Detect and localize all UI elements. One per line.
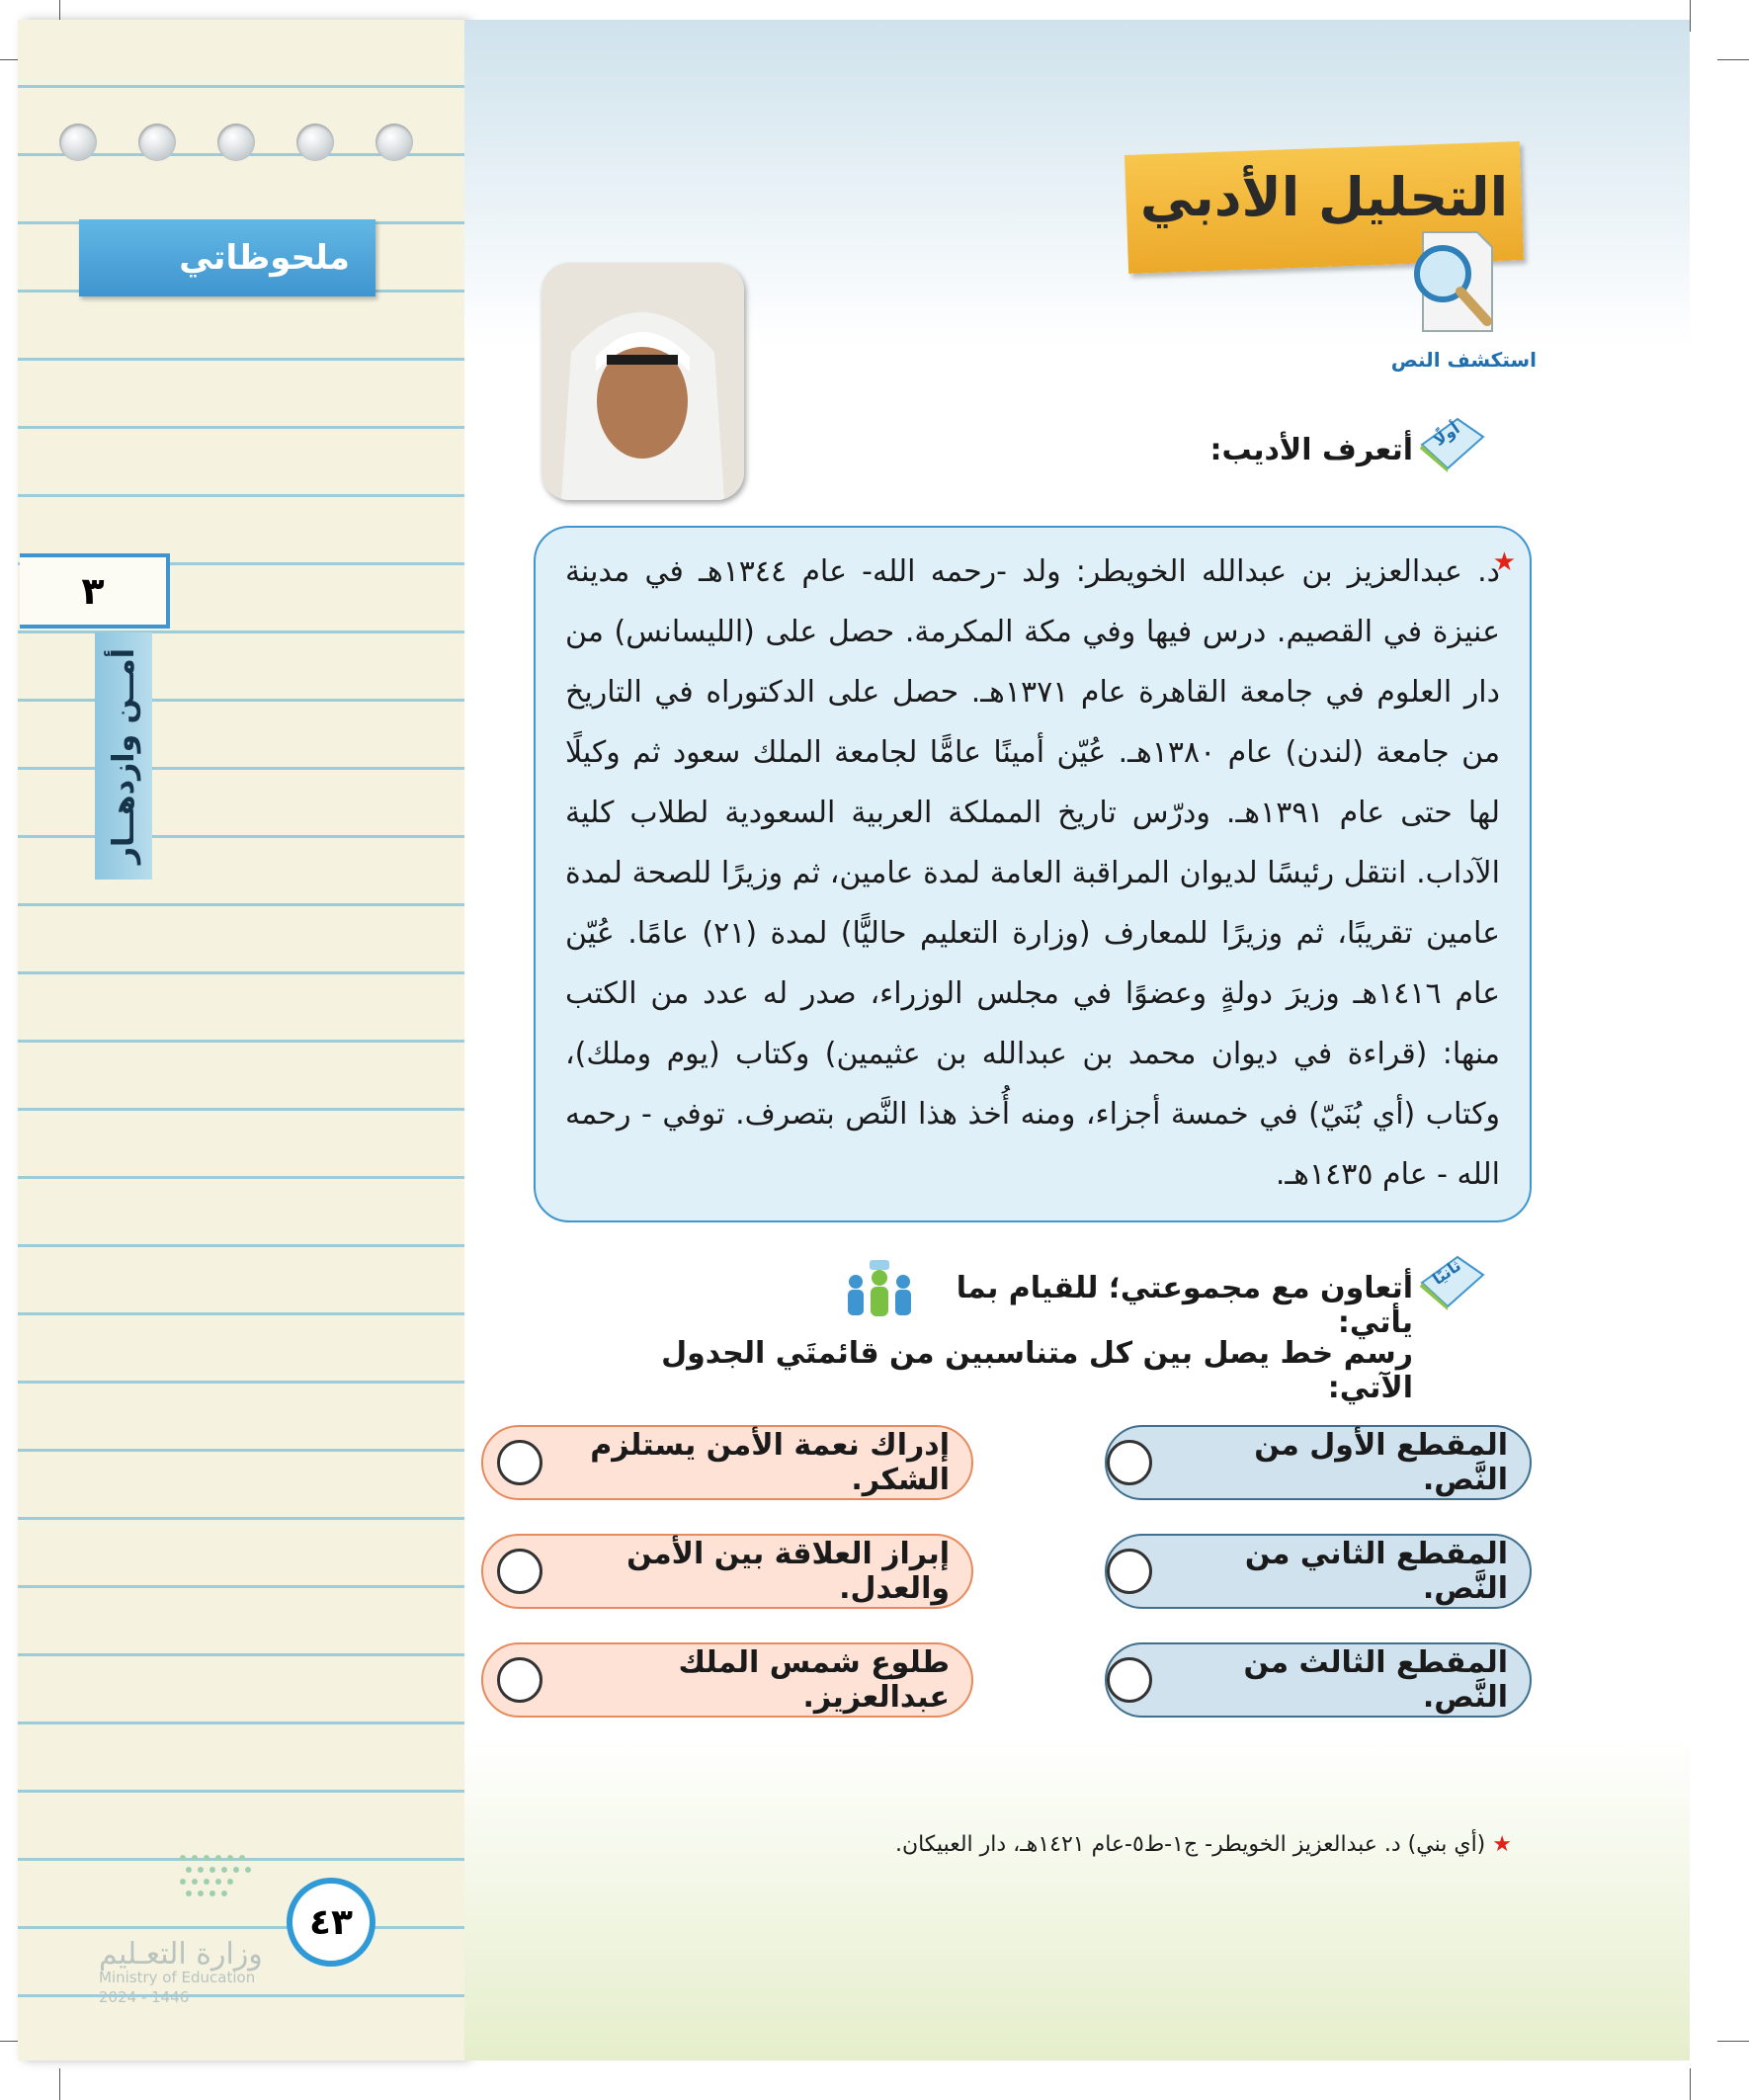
- footnote: [692, 1832, 1512, 1857]
- binder-hole: [138, 124, 176, 161]
- crop-mark: [59, 2068, 60, 2100]
- match-right-item[interactable]: [481, 1642, 973, 1718]
- crop-mark: [1717, 59, 1749, 60]
- crop-mark: [1690, 2068, 1691, 2100]
- match-circle[interactable]: [497, 1440, 542, 1485]
- match-right-label: إدراك نعمة الأمن يستلزم الشكر.: [590, 1428, 950, 1497]
- section-tag-label: ثانيًا: [1429, 1255, 1464, 1289]
- match-right-label: طلوع شمس الملك عبدالعزيز.: [678, 1645, 950, 1715]
- match-right-item[interactable]: [481, 1425, 973, 1500]
- magnifier-document-icon: [1393, 222, 1502, 341]
- ministry-name-en: Ministry of Education: [99, 1969, 256, 1986]
- page-number: ٤٣: [287, 1878, 375, 1967]
- match-left-item[interactable]: [1105, 1425, 1532, 1500]
- match-left-label: المقطع الثالث من النَّص.: [1243, 1645, 1508, 1715]
- author-bio-box: [534, 526, 1532, 1222]
- crop-mark: [1717, 2041, 1749, 2042]
- match-left-item[interactable]: [1105, 1534, 1532, 1609]
- section-heading: أتعاون مع مجموعتي؛ للقيام بما يأتي:: [956, 1271, 1413, 1340]
- match-circle[interactable]: [1107, 1440, 1152, 1485]
- ministry-year: 2024 - 1446: [99, 1988, 190, 2006]
- match-left-label: المقطع الأول من النَّص.: [1254, 1428, 1508, 1497]
- unit-ribbon: [95, 632, 152, 880]
- match-circle[interactable]: [497, 1549, 542, 1594]
- binder-hole: [59, 124, 97, 161]
- footnote-star-icon: ★: [1492, 1832, 1512, 1857]
- match-circle[interactable]: [1107, 1549, 1152, 1594]
- notes-sidebar: [18, 20, 464, 2060]
- group-people-icon: [840, 1260, 919, 1319]
- section-heading: أتعرف الأديب:: [1209, 433, 1413, 467]
- portrait-image: [541, 263, 744, 500]
- crop-mark: [1690, 0, 1691, 32]
- bio-star-icon: ★: [1492, 547, 1516, 577]
- unit-title: أمــن وازدهــار: [106, 647, 141, 865]
- explore-label: استكشف النص: [1390, 348, 1537, 372]
- match-left-item[interactable]: [1105, 1642, 1532, 1718]
- binder-hole: [375, 124, 413, 161]
- section-tag-label: أولًا: [1430, 418, 1463, 451]
- author-bio-text: د. عبدالعزيز بن عبدالله الخويطر: ولد -رحمه الله- عام ١٣٤٤هـ في مدينة عنيزة في القصيم. درس فيها وفي مكة المكرمة. حصل على (الليسانس) من دار العلوم في جامعة القاهرة عام ١٣٧١هـ. حصل على الدكتوراه في التاريخ من جامعة (لندن) عام ١٣٨٠هـ. عُيّن أمينًا عامًّا لجامعة الملك سعود ثم وكيلًا لها حتى عام ١٣٩١هـ. ودرّس تاريخ المملكة العربية السعودية لطلاب كلية الآداب. انتقل رئيسًا لديوان المراقبة العامة لمدة عامين، ثم وزيرًا للصحة لمدة عامين تقريبًا، ثم وزيرًا للمعارف (وزارة التعليم حاليًّا) لمدة (٢١) عامًا. عُيّن عام ١٤١٦هـ وزيرَ دولةٍ وعضوًا في مجلس الوزراء، صدر له عدد من الكتب منها: (قراءة في ديوان محمد بن عبدالله بن عثيمين) وكتاب (يوم وملك)، وكتاب (أي بُنَيّ) في خمسة أجزاء، ومنه أُخذ هذا النَّص بتصرف. توفي - رحمه الله - عام ١٤٣٥هـ.: [565, 554, 1501, 1192]
- author-portrait: [541, 263, 744, 500]
- unit-number: ٣: [20, 553, 170, 629]
- footnote-text: (أي بني) د. عبدالعزيز الخويطر- ج١-ط٥-عام ١٤٢١هـ، دار العبيكان.: [894, 1832, 1486, 1857]
- binder-hole: [296, 124, 334, 161]
- binder-hole: [217, 124, 255, 161]
- match-left-label: المقطع الثاني من النَّص.: [1244, 1537, 1508, 1606]
- match-right-label: إبراز العلاقة بين الأمن والعدل.: [626, 1537, 950, 1606]
- match-circle[interactable]: [497, 1657, 542, 1703]
- matching-instruction: رسم خط يصل بين كل متناسبين من قائمتَي الجدول الآتي:: [661, 1336, 1413, 1405]
- page-title: التحليل الأدبي: [1139, 166, 1509, 228]
- notes-title: ملحوظاتي: [79, 219, 375, 296]
- match-circle[interactable]: [1107, 1657, 1152, 1703]
- match-right-item[interactable]: [481, 1534, 973, 1609]
- ministry-name-ar: وزارة التعـليم: [99, 1937, 263, 1972]
